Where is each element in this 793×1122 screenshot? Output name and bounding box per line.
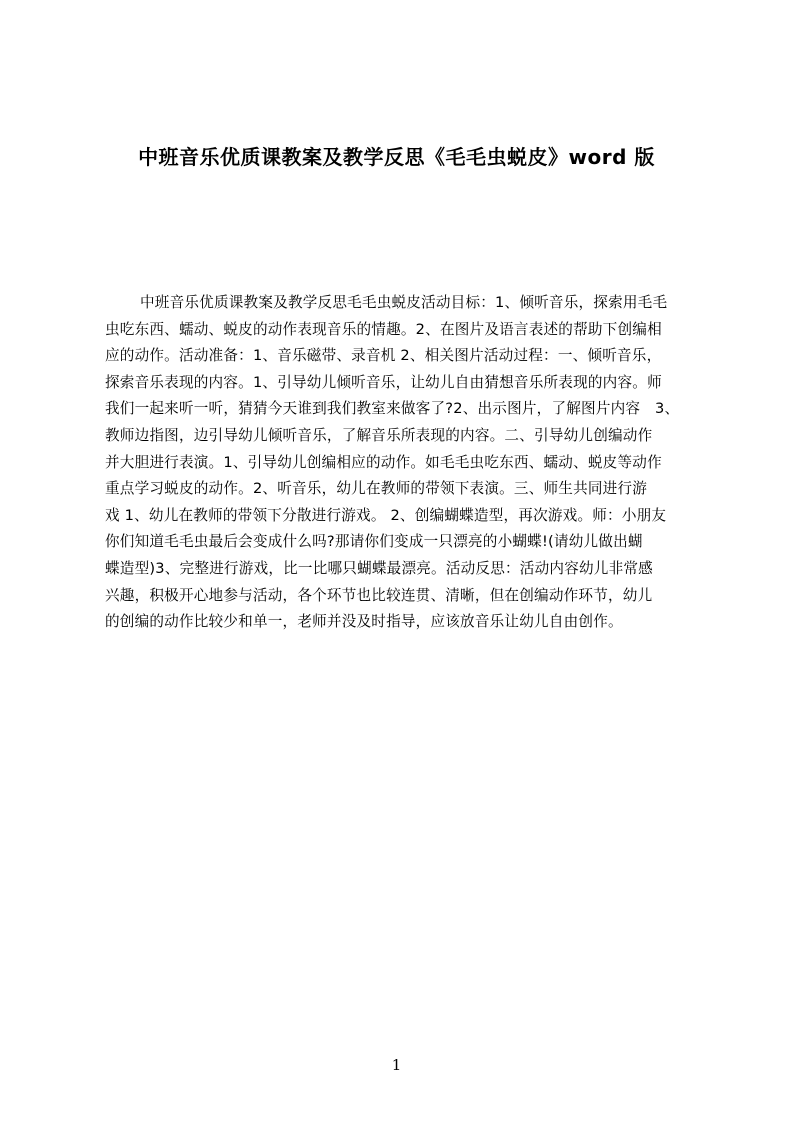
body-line: 戏 1、幼儿在教师的带领下分散进行游戏。 2、创编蝴蝶造型，再次游戏。师：小朋友 <box>105 506 667 524</box>
body-line: 探索音乐表现的内容。1、引导幼儿倾听音乐，让幼儿自由猜想音乐所表现的内容。师 <box>105 373 662 391</box>
page-number: 1 <box>391 1056 402 1074</box>
body-line: 你们知道毛毛虫最后会变成什么吗?那请你们变成一只漂亮的小蝴蝶!(请幼儿做出蝴 <box>105 533 643 551</box>
body-line: 我们一起来听一听，猜猜今天谁到我们教室来做客了?2、出示图片，了解图片内容 3、 <box>105 400 680 418</box>
body-line: 应的动作。活动准备：1、音乐磁带、录音机 2、相关图片活动过程：一、倾听音乐， <box>105 347 662 365</box>
body-line: 的创编的动作比较少和单一，老师并没及时指导，应该放音乐让幼儿自由创作。 <box>105 613 623 631</box>
body-line: 重点学习蜕皮的动作。2、听音乐，幼儿在教师的带领下表演。三、师生共同进行游 <box>105 480 648 498</box>
document-body <box>105 290 697 640</box>
body-line: 蝶造型)3、完整进行游戏，比一比哪只蝴蝶最漂亮。活动反思：活动内容幼儿非常感 <box>105 559 653 577</box>
body-line: 教师边指图，边引导幼儿倾听音乐，了解音乐所表现的内容。二、引导幼儿创编动作 <box>105 426 653 444</box>
body-line: 虫吃东西、蠕动、蜕皮的动作表现音乐的情趣。2、在图片及语言表述的帮助下创编相 <box>105 320 662 338</box>
body-line: 兴趣，积极开心地参与活动，各个环节也比较连贯、清晰，但在创编动作环节，幼儿 <box>105 586 653 604</box>
body-line: 中班音乐优质课教案及教学反思毛毛虫蜕皮活动目标：1、倾听音乐，探索用毛毛 <box>140 294 668 311</box>
document-title: 中班音乐优质课教案及教学反思《毛毛虫蜕皮》word 版 <box>138 145 655 169</box>
body-line: 并大胆进行表演。1、引导幼儿创编相应的动作。如毛毛虫吃东西、蠕动、蜕皮等动作 <box>105 453 662 471</box>
